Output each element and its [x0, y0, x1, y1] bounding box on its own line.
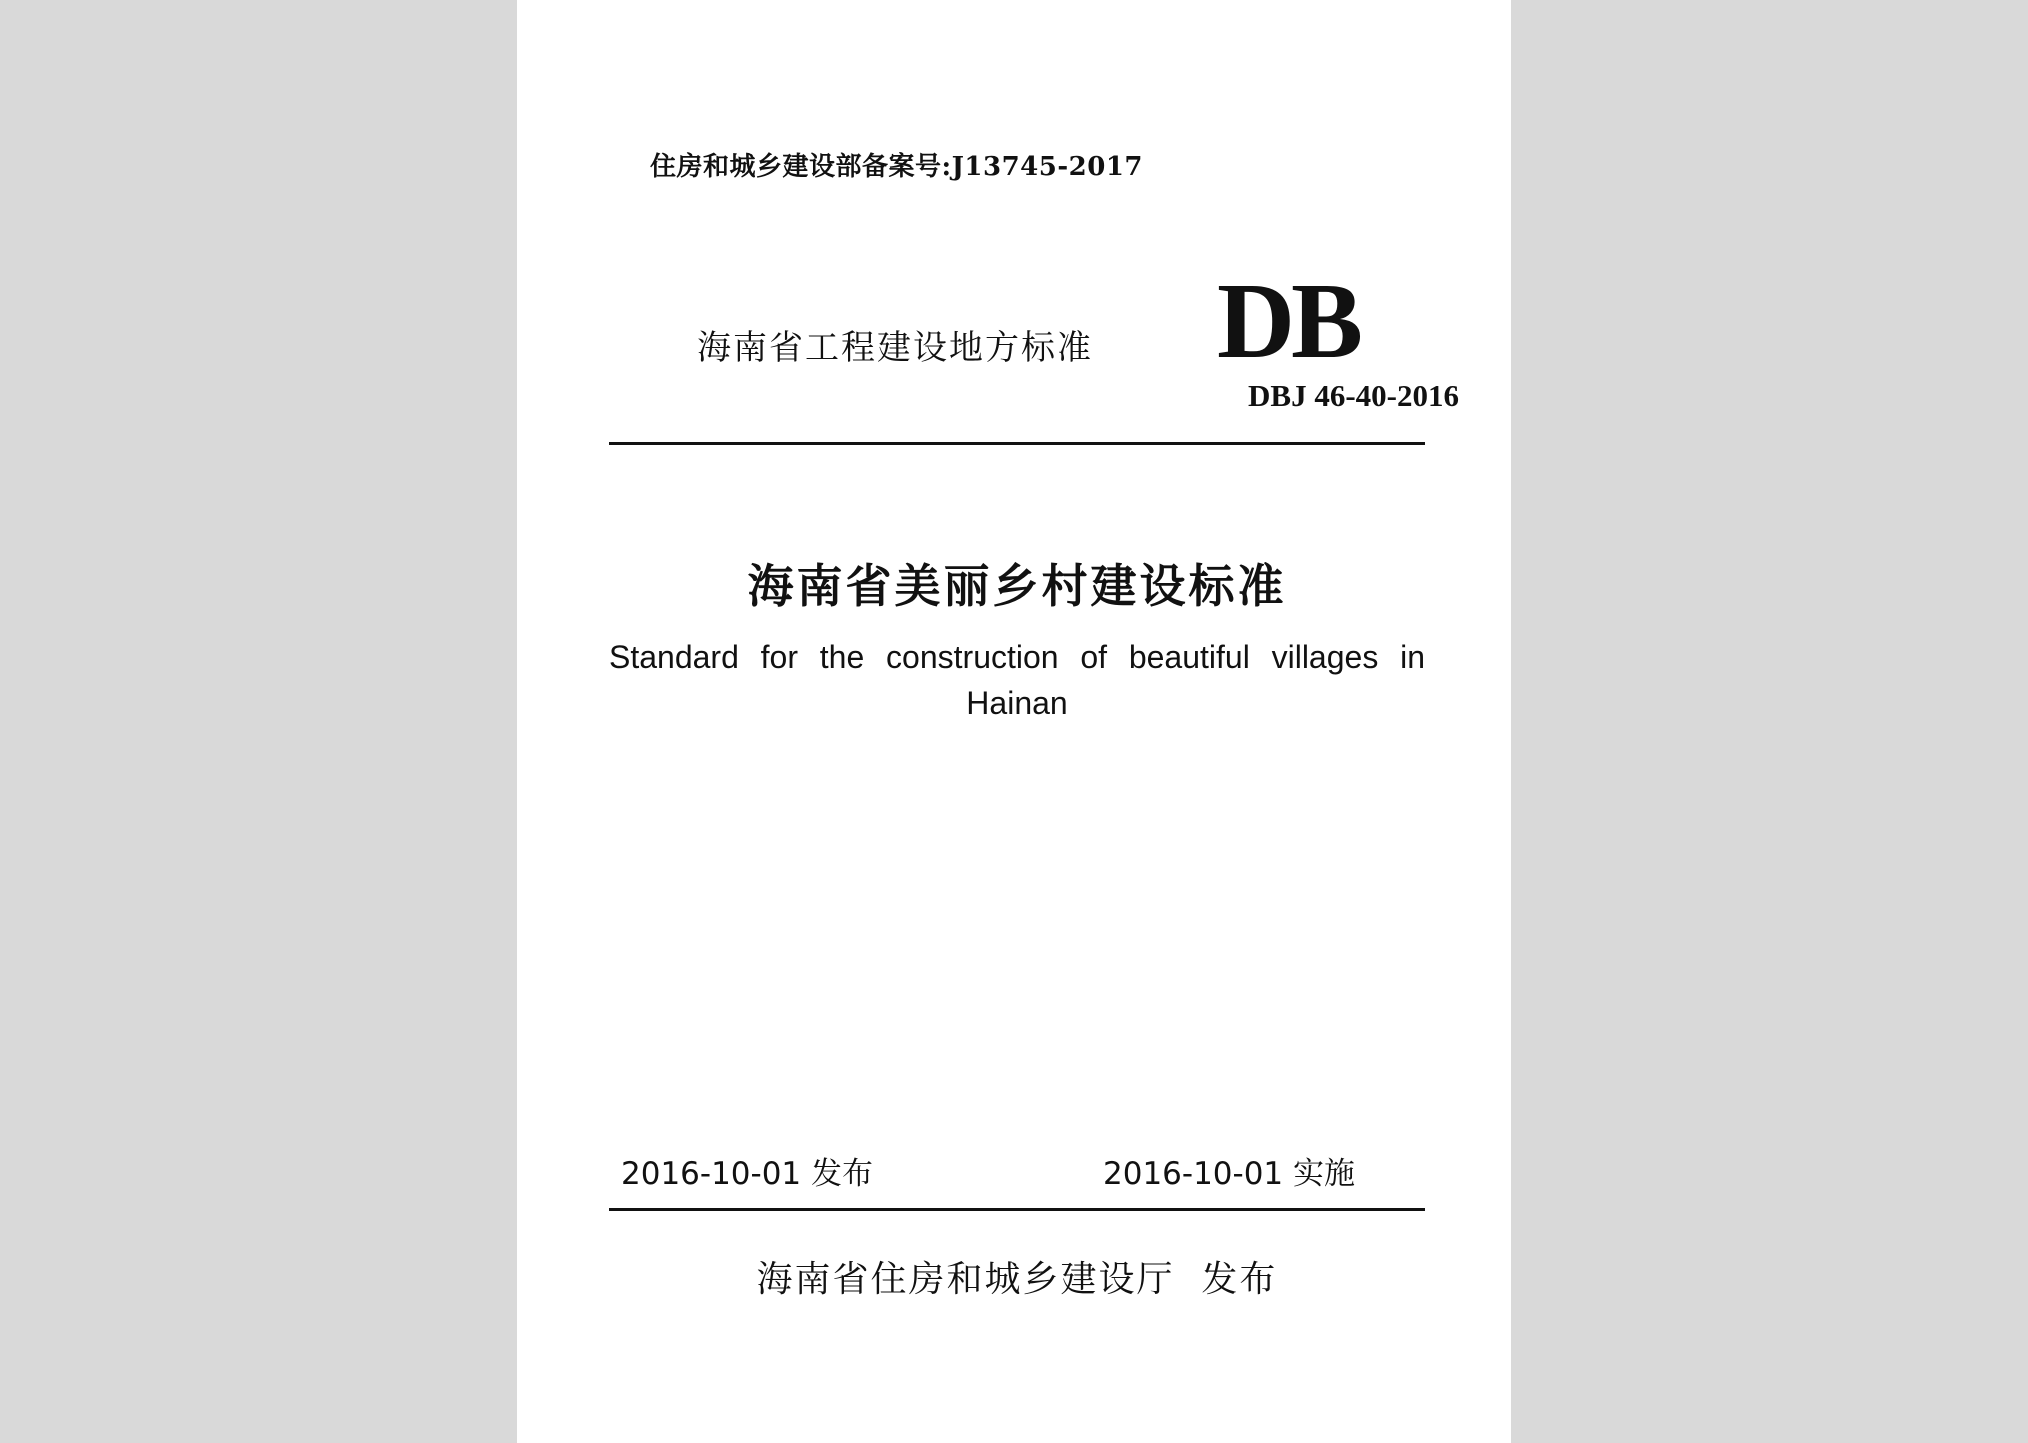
title-chinese: 海南省美丽乡村建设标准 [747, 559, 1287, 613]
standard-category: 海南省工程建设地方标准 [697, 328, 1093, 368]
db-logo: DB [1217, 262, 1360, 381]
publisher: 海南省住房和城乡建设厅 发布 [756, 1259, 1278, 1300]
publish-date: 2016-10-01 发布 [621, 1156, 874, 1192]
standard-code: DBJ 46-40-2016 [1248, 378, 1459, 413]
record-number: 住房和城乡建设部备案号:J13745-2017 [650, 152, 1144, 182]
title-english: Standard for the construction of beautiful villages in Hainan [609, 639, 1425, 721]
bottom-divider [609, 1208, 1425, 1211]
effective-date: 2016-10-01 实施 [1103, 1156, 1356, 1192]
document-page [517, 0, 1511, 1443]
top-divider [609, 442, 1425, 445]
